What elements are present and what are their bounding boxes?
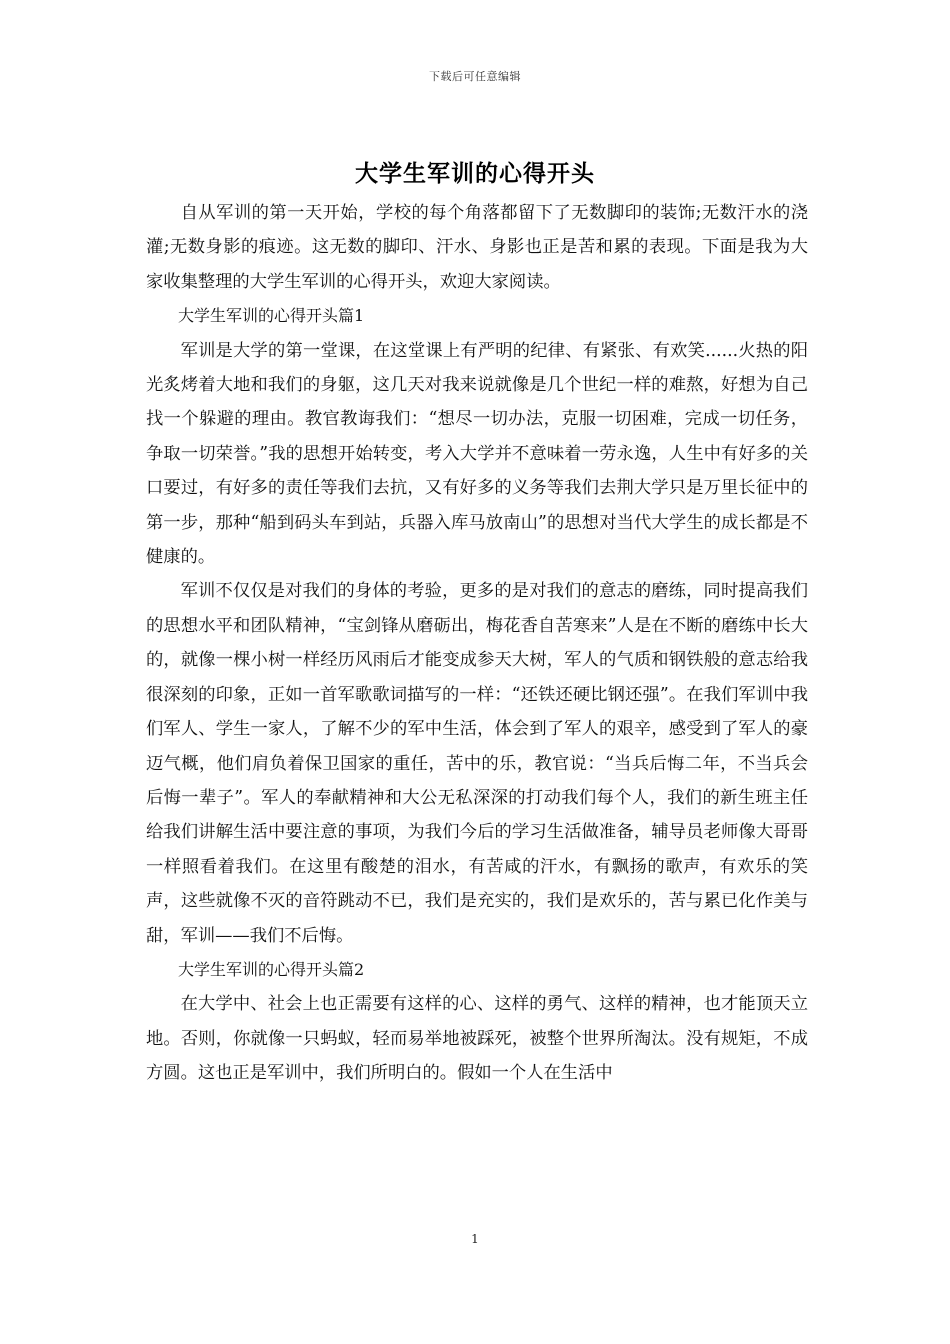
- body-paragraph: 军训不仅仅是对我们的身体的考验，更多的是对我们的意志的磨练，同时提高我们的思想水平和团队精神，“宝剑锋从磨砺出，梅花香自苦寒来”人是在不断的磨练中长大的，就像一棵小树一样经历风雨后才能变成参天大树，军人的气质和钢铁般的意志给我很深刻的印象，正如一首军歌歌词描写的一样：“还铁还硬比钢还强”。在我们军训中我们军人、学生一家人，了解不少的军中生活，体会到了军人的艰辛，感受到了军人的豪迈气概，他们肩负着保卫国家的重任，苦中的乐，教官说：“当兵后悔二年，不当兵会后悔一辈子”。军人的奉献精神和大公无私深深的打动我们每个人，我们的新生班主任给我们讲解生活中要注意的事项，为我们今后的学习生活做准备，辅导员老师像大哥哥一样照看着我们。在这里有酸楚的泪水，有苦咸的汗水，有飘扬的歌声，有欢乐的笑声，这些就像不灭的音符跳动不已，我们是充实的，我们是欢乐的，苦与累已化作美与甜，军训——我们不后悔。: [146, 581, 808, 946]
- document-title: 大学生军训的心得开头: [355, 160, 595, 187]
- page-number: 1: [471, 1232, 479, 1246]
- page-header: 下载后可任意编辑: [429, 70, 521, 83]
- intro-paragraph: 自从军训的第一天开始，学校的每个角落都留下了无数脚印的装饰;无数汗水的浇灌;无数身影的痕迹。这无数的脚印、汗水、身影也正是苦和累的表现。下面是我为大家收集整理的大学生军训的心得开头，欢迎大家阅读。: [146, 203, 808, 292]
- body-paragraph: 军训是大学的第一堂课，在这堂课上有严明的纪律、有紧张、有欢笑......火热的阳光炙烤着大地和我们的身躯，这几天对我来说就像是几个世纪一样的难熬，好想为自己找一个躲避的理由。教官教诲我们：“想尽一切办法，克服一切困难，完成一切任务，争取一切荣誉。”我的思想开始转变，考入大学并不意味着一劳永逸，人生中有好多的关口要过，有好多的责任等我们去抗，又有好多的义务等我们去荆大学只是万里长征中的第一步，那种“船到码头车到站，兵器入库马放南山”的思想对当代大学生的成长都是不健康的。: [146, 340, 808, 568]
- body-paragraph: 在大学中、社会上也正需要有这样的心、这样的勇气、这样的精神，也才能顶天立地。否则，你就像一只蚂蚁，轻而易举地被踩死，被整个世界所淘汰。没有规矩，不成方圆。这也正是军训中，我们所明白的。假如一个人在生活中: [146, 994, 808, 1084]
- document-body: [146, 196, 808, 1091]
- section-heading-2: 大学生军训的心得开头篇2: [178, 959, 365, 979]
- section-heading-1: 大学生军训的心得开头篇1: [178, 306, 365, 326]
